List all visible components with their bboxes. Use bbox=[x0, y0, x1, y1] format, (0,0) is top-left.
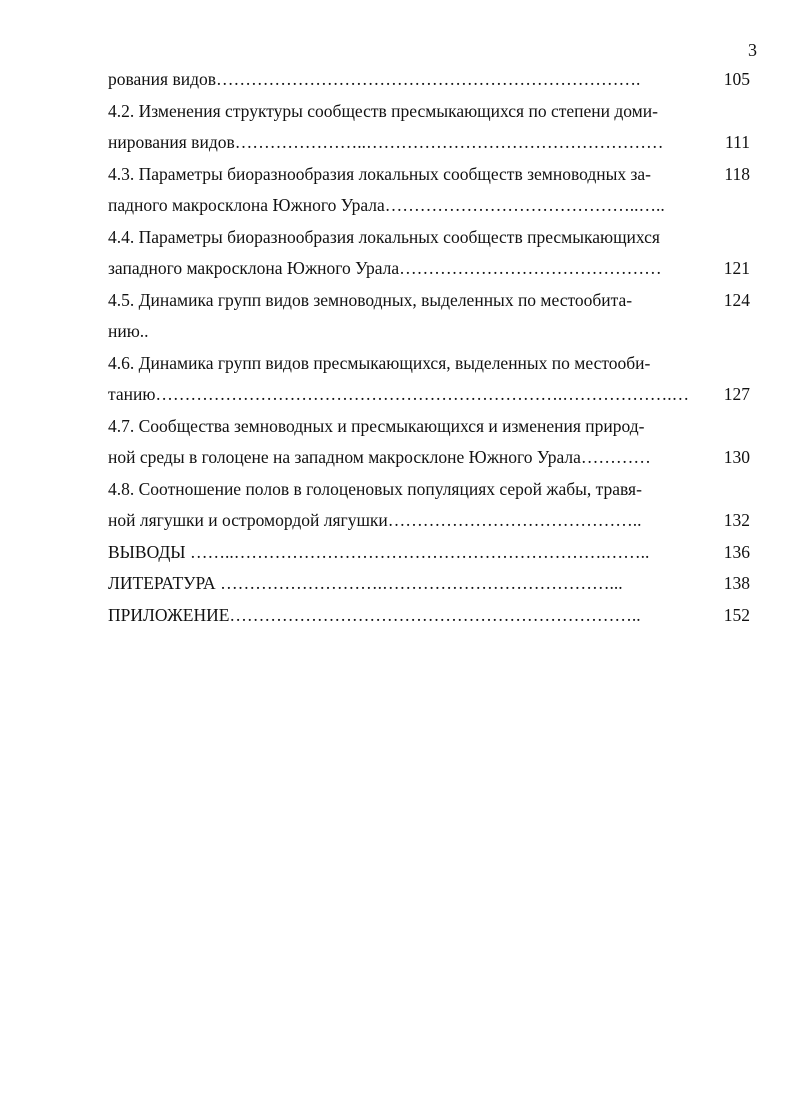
page-number: 3 bbox=[748, 40, 757, 60]
toc-entry-page: 130 bbox=[723, 447, 750, 467]
toc-line bbox=[108, 505, 756, 537]
toc-entry-text: 4.3. Параметры биоразнообразия локальных сообществ земноводных за- bbox=[108, 163, 651, 184]
toc-entry-text: ПРИЛОЖЕНИЕ…………………………………………………………….. bbox=[108, 604, 641, 625]
toc-entry-text: рования видов………………………………………………………………. bbox=[108, 69, 641, 89]
toc-line bbox=[108, 190, 756, 222]
toc-entry-text: 4.2. Изменения структуры сообществ пресмыкающихся по степени доми- bbox=[108, 100, 658, 121]
toc-entry-text: 4.8. Соотношение полов в голоценовых популяциях серой жабы, травя- bbox=[108, 478, 642, 499]
toc-line bbox=[108, 537, 756, 569]
toc-line bbox=[108, 96, 756, 128]
toc-line bbox=[108, 474, 756, 506]
toc-entry-text: ной среды в голоцене на западном макросклоне Южного Урала………… bbox=[108, 447, 651, 467]
toc-line bbox=[108, 568, 756, 600]
toc-entry-text: 4.4. Параметры биоразнообразия локальных сообществ пресмыкающихся bbox=[108, 226, 660, 247]
toc-entry-page: 152 bbox=[723, 604, 750, 625]
toc-entry-text: падного макросклона Южного Урала……………………………………..….. bbox=[108, 195, 665, 215]
toc-entry-page: 138 bbox=[723, 573, 750, 593]
toc-line bbox=[108, 127, 756, 159]
table-of-contents bbox=[108, 64, 756, 631]
toc-entry-page: 111 bbox=[725, 132, 750, 152]
toc-entry-text: нию.. bbox=[108, 321, 149, 341]
toc-entry-page: 118 bbox=[724, 163, 750, 184]
toc-line bbox=[108, 411, 756, 443]
toc-entry-text: западного макросклона Южного Урала……………………………………… bbox=[108, 258, 662, 278]
toc-entry-page: 136 bbox=[723, 541, 750, 562]
toc-entry-text: ЛИТЕРАТУРА ……………………….…………………………………... bbox=[108, 573, 623, 593]
toc-entry-text: нирования видов…………………..…………………………………………… bbox=[108, 132, 664, 152]
toc-entry-page: 127 bbox=[723, 384, 750, 404]
toc-line bbox=[108, 222, 756, 254]
toc-line bbox=[108, 442, 756, 474]
toc-line bbox=[108, 600, 756, 632]
toc-line bbox=[108, 285, 756, 317]
toc-entry-text: ной лягушки и остромордой лягушки…………………………………….. bbox=[108, 510, 642, 530]
toc-entry-page: 121 bbox=[723, 258, 750, 278]
toc-line bbox=[108, 253, 756, 285]
toc-entry-page: 132 bbox=[723, 510, 750, 530]
toc-line bbox=[108, 348, 756, 380]
toc-entry-text: танию…………………………………………………………….……………….… bbox=[108, 384, 690, 404]
toc-line bbox=[108, 379, 756, 411]
toc-entry-text: 4.5. Динамика групп видов земноводных, выделенных по местообита- bbox=[108, 289, 633, 310]
toc-line bbox=[108, 159, 756, 191]
toc-line bbox=[108, 316, 756, 348]
toc-entry-text: 4.7. Сообщества земноводных и пресмыкающихся и изменения природ- bbox=[108, 415, 645, 436]
toc-entry-page: 105 bbox=[723, 69, 750, 89]
toc-entry-text: ВЫВОДЫ ……..……………………………………………………….…….. bbox=[108, 541, 650, 562]
toc-entry-page: 124 bbox=[723, 289, 750, 310]
toc-entry-text: 4.6. Динамика групп видов пресмыкающихся, выделенных по местооби- bbox=[108, 352, 651, 373]
toc-line bbox=[108, 64, 756, 96]
